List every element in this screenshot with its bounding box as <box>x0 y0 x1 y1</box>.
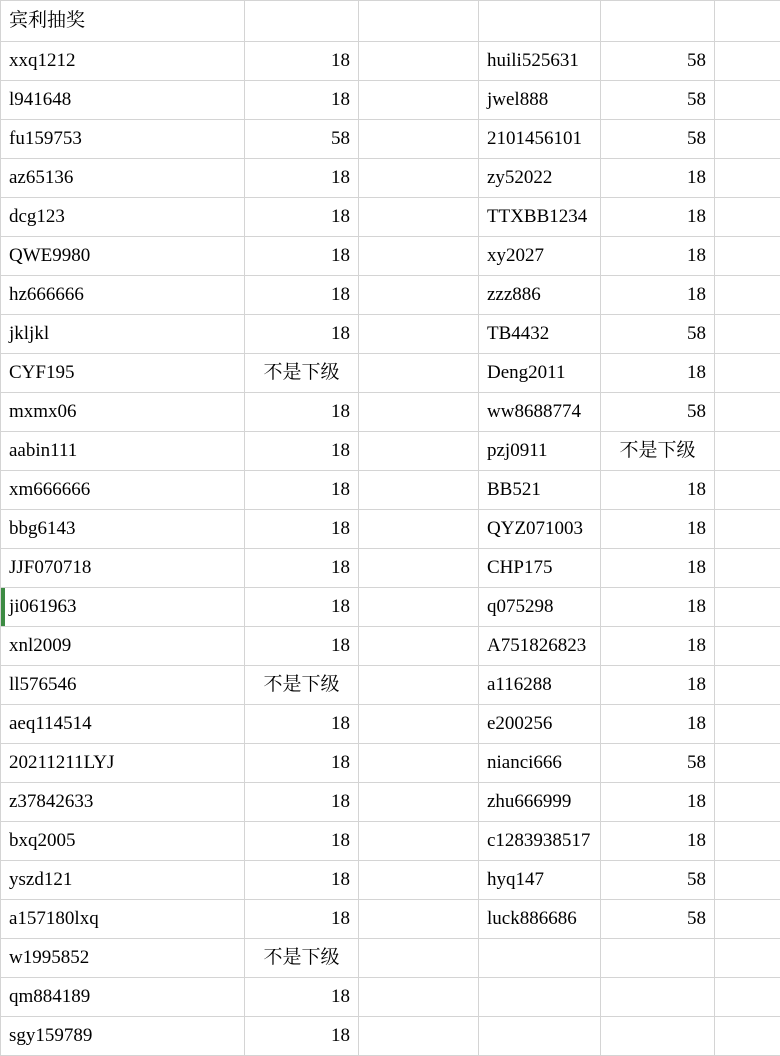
left-value-cell[interactable]: 18 <box>245 315 359 354</box>
right-name-cell[interactable] <box>479 939 601 978</box>
spacer-cell[interactable] <box>359 237 479 276</box>
left-name-cell[interactable]: w1995852 <box>1 939 245 978</box>
empty-cell[interactable] <box>715 588 780 627</box>
table-row <box>1 315 780 354</box>
left-value-cell[interactable]: 18 <box>245 705 359 744</box>
right-value-cell[interactable]: 58 <box>601 42 715 81</box>
left-name-cell[interactable]: aabin111 <box>1 432 245 471</box>
table-header-row <box>1 1 780 42</box>
table-row <box>1 666 780 705</box>
left-name-cell[interactable]: sgy159789 <box>1 1017 245 1056</box>
left-value-cell[interactable]: 18 <box>245 627 359 666</box>
left-value-cell[interactable]: 不是下级 <box>245 666 359 705</box>
right-value-cell[interactable]: 58 <box>601 900 715 939</box>
spacer-cell[interactable] <box>359 861 479 900</box>
right-value-cell[interactable]: 58 <box>601 744 715 783</box>
right-value-cell[interactable]: 18 <box>601 783 715 822</box>
spacer-cell[interactable] <box>359 471 479 510</box>
spacer-cell[interactable] <box>359 783 479 822</box>
left-value-cell[interactable]: 18 <box>245 432 359 471</box>
left-name-cell[interactable]: qm884189 <box>1 978 245 1017</box>
left-value-cell[interactable]: 18 <box>245 276 359 315</box>
right-name-cell[interactable]: TTXBB1234 <box>479 198 601 237</box>
empty-cell[interactable] <box>715 354 780 393</box>
left-name-cell[interactable]: 20211211LYJ <box>1 744 245 783</box>
right-value-cell[interactable]: 18 <box>601 549 715 588</box>
right-name-cell[interactable]: zhu666999 <box>479 783 601 822</box>
right-value-cell[interactable]: 18 <box>601 471 715 510</box>
spacer-cell[interactable] <box>359 822 479 861</box>
empty-cell[interactable] <box>715 1 780 42</box>
left-value-cell[interactable]: 18 <box>245 588 359 627</box>
spacer-cell[interactable] <box>359 354 479 393</box>
empty-cell[interactable] <box>715 237 780 276</box>
empty-cell[interactable] <box>715 276 780 315</box>
left-name-cell[interactable]: bxq2005 <box>1 822 245 861</box>
spacer-cell[interactable] <box>359 315 479 354</box>
right-name-cell[interactable] <box>479 1017 601 1056</box>
spacer-cell[interactable] <box>359 588 479 627</box>
right-name-cell[interactable]: q075298 <box>479 588 601 627</box>
spacer-cell[interactable] <box>359 627 479 666</box>
empty-cell[interactable] <box>715 432 780 471</box>
left-value-cell[interactable]: 18 <box>245 822 359 861</box>
right-name-cell[interactable]: jwel888 <box>479 81 601 120</box>
table-row <box>1 783 780 822</box>
left-name-cell[interactable]: ll576546 <box>1 666 245 705</box>
right-name-cell[interactable]: pzj0911 <box>479 432 601 471</box>
table-row <box>1 471 780 510</box>
left-name-cell[interactable]: aeq114514 <box>1 705 245 744</box>
spacer-cell[interactable] <box>359 1017 479 1056</box>
empty-cell[interactable] <box>715 159 780 198</box>
right-name-cell[interactable]: CHP175 <box>479 549 601 588</box>
spacer-cell[interactable] <box>359 276 479 315</box>
right-value-cell[interactable]: 18 <box>601 705 715 744</box>
table-row <box>1 978 780 1017</box>
table-row <box>1 744 780 783</box>
table-row <box>1 939 780 978</box>
left-value-cell[interactable]: 18 <box>245 1017 359 1056</box>
right-name-cell[interactable] <box>479 978 601 1017</box>
right-name-cell[interactable]: nianci666 <box>479 744 601 783</box>
left-value-cell[interactable]: 18 <box>245 393 359 432</box>
spacer-cell[interactable] <box>359 159 479 198</box>
spacer-cell[interactable] <box>359 900 479 939</box>
right-name-cell[interactable]: c1283938517 <box>479 822 601 861</box>
table-row <box>1 81 780 120</box>
right-value-cell[interactable]: 58 <box>601 120 715 159</box>
sheet-title: 宾利抽奖 <box>1 1 245 42</box>
right-value-cell[interactable]: 18 <box>601 237 715 276</box>
left-value-cell[interactable]: 18 <box>245 549 359 588</box>
right-value-cell[interactable]: 58 <box>601 315 715 354</box>
left-name-cell[interactable]: jkljkl <box>1 315 245 354</box>
right-value-cell[interactable]: 18 <box>601 666 715 705</box>
right-value-cell[interactable]: 18 <box>601 822 715 861</box>
table-row <box>1 159 780 198</box>
left-value-cell[interactable]: 18 <box>245 237 359 276</box>
table-row <box>1 276 780 315</box>
right-name-cell[interactable]: zzz886 <box>479 276 601 315</box>
spacer-cell[interactable] <box>359 120 479 159</box>
left-value-cell[interactable]: 不是下级 <box>245 354 359 393</box>
right-value-cell[interactable]: 18 <box>601 159 715 198</box>
table-row <box>1 861 780 900</box>
empty-cell[interactable] <box>601 1 715 42</box>
left-value-cell[interactable]: 18 <box>245 783 359 822</box>
right-name-cell[interactable]: huili525631 <box>479 42 601 81</box>
table-row <box>1 1017 780 1056</box>
table-row <box>1 822 780 861</box>
spacer-cell[interactable] <box>359 705 479 744</box>
right-value-cell[interactable] <box>601 1017 715 1056</box>
empty-cell[interactable] <box>479 1 601 42</box>
spacer-cell[interactable] <box>359 42 479 81</box>
right-value-cell[interactable]: 58 <box>601 861 715 900</box>
right-value-cell[interactable]: 58 <box>601 393 715 432</box>
left-value-cell[interactable]: 18 <box>245 510 359 549</box>
empty-cell[interactable] <box>715 783 780 822</box>
empty-cell[interactable] <box>359 1 479 42</box>
table-row <box>1 705 780 744</box>
right-value-cell[interactable] <box>601 978 715 1017</box>
empty-cell[interactable] <box>715 81 780 120</box>
table-row <box>1 588 780 627</box>
empty-cell[interactable] <box>715 549 780 588</box>
right-value-cell[interactable] <box>601 939 715 978</box>
spacer-cell[interactable] <box>359 978 479 1017</box>
spacer-cell[interactable] <box>359 81 479 120</box>
right-name-cell[interactable]: zy52022 <box>479 159 601 198</box>
left-name-cell[interactable]: JJF070718 <box>1 549 245 588</box>
left-name-cell[interactable]: xxq1212 <box>1 42 245 81</box>
right-value-cell[interactable]: 不是下级 <box>601 432 715 471</box>
empty-cell[interactable] <box>715 744 780 783</box>
left-name-cell[interactable]: CYF195 <box>1 354 245 393</box>
right-name-cell[interactable]: A751826823 <box>479 627 601 666</box>
empty-cell[interactable] <box>715 978 780 1017</box>
spacer-cell[interactable] <box>359 510 479 549</box>
left-name-cell[interactable]: mxmx06 <box>1 393 245 432</box>
left-value-cell[interactable]: 18 <box>245 198 359 237</box>
empty-cell[interactable] <box>715 822 780 861</box>
right-value-cell[interactable]: 18 <box>601 510 715 549</box>
table-row <box>1 237 780 276</box>
empty-cell[interactable] <box>715 471 780 510</box>
table-row <box>1 432 780 471</box>
table-row <box>1 42 780 81</box>
empty-cell[interactable] <box>715 627 780 666</box>
left-name-cell[interactable]: xm666666 <box>1 471 245 510</box>
left-value-cell[interactable]: 18 <box>245 861 359 900</box>
left-name-cell[interactable]: az65136 <box>1 159 245 198</box>
spacer-cell[interactable] <box>359 744 479 783</box>
spacer-cell[interactable] <box>359 939 479 978</box>
left-name-cell[interactable]: a157180lxq <box>1 900 245 939</box>
left-name-cell[interactable]: bbg6143 <box>1 510 245 549</box>
left-value-cell[interactable]: 不是下级 <box>245 939 359 978</box>
spacer-cell[interactable] <box>359 666 479 705</box>
empty-cell[interactable] <box>715 393 780 432</box>
empty-cell[interactable] <box>715 861 780 900</box>
empty-cell[interactable] <box>715 1017 780 1056</box>
table-row <box>1 198 780 237</box>
left-name-cell[interactable]: fu159753 <box>1 120 245 159</box>
empty-cell[interactable] <box>715 510 780 549</box>
left-value-cell[interactable]: 18 <box>245 471 359 510</box>
right-name-cell[interactable]: BB521 <box>479 471 601 510</box>
empty-cell[interactable] <box>715 198 780 237</box>
table-row <box>1 900 780 939</box>
left-name-cell[interactable]: hz666666 <box>1 276 245 315</box>
empty-cell[interactable] <box>245 1 359 42</box>
right-name-cell[interactable]: Deng2011 <box>479 354 601 393</box>
right-value-cell[interactable]: 58 <box>601 81 715 120</box>
empty-cell[interactable] <box>715 900 780 939</box>
left-value-cell[interactable]: 58 <box>245 120 359 159</box>
table-row <box>1 627 780 666</box>
left-name-cell[interactable]: z37842633 <box>1 783 245 822</box>
left-value-cell[interactable]: 18 <box>245 81 359 120</box>
right-value-cell[interactable]: 18 <box>601 276 715 315</box>
table-row <box>1 120 780 159</box>
left-value-cell[interactable]: 18 <box>245 159 359 198</box>
table-row <box>1 393 780 432</box>
right-name-cell[interactable]: xy2027 <box>479 237 601 276</box>
right-name-cell[interactable]: QYZ071003 <box>479 510 601 549</box>
right-name-cell[interactable]: e200256 <box>479 705 601 744</box>
right-value-cell[interactable]: 18 <box>601 588 715 627</box>
empty-cell[interactable] <box>715 705 780 744</box>
right-value-cell[interactable]: 18 <box>601 354 715 393</box>
empty-cell[interactable] <box>715 42 780 81</box>
spacer-cell[interactable] <box>359 549 479 588</box>
left-name-cell[interactable]: yszd121 <box>1 861 245 900</box>
right-value-cell[interactable]: 18 <box>601 198 715 237</box>
empty-cell[interactable] <box>715 939 780 978</box>
spacer-cell[interactable] <box>359 198 479 237</box>
spacer-cell[interactable] <box>359 393 479 432</box>
right-name-cell[interactable]: TB4432 <box>479 315 601 354</box>
table-row <box>1 510 780 549</box>
left-name-cell[interactable]: dcg123 <box>1 198 245 237</box>
left-name-cell[interactable]: xnl2009 <box>1 627 245 666</box>
right-name-cell[interactable]: ww8688774 <box>479 393 601 432</box>
right-name-cell[interactable]: 2101456101 <box>479 120 601 159</box>
table-row <box>1 354 780 393</box>
left-value-cell[interactable]: 18 <box>245 900 359 939</box>
left-value-cell[interactable]: 18 <box>245 978 359 1017</box>
left-value-cell[interactable]: 18 <box>245 744 359 783</box>
empty-cell[interactable] <box>715 120 780 159</box>
table-row <box>1 549 780 588</box>
spacer-cell[interactable] <box>359 432 479 471</box>
right-name-cell[interactable]: a116288 <box>479 666 601 705</box>
left-name-cell[interactable]: QWE9980 <box>1 237 245 276</box>
empty-cell[interactable] <box>715 315 780 354</box>
right-value-cell[interactable]: 18 <box>601 627 715 666</box>
right-name-cell[interactable]: luck886686 <box>479 900 601 939</box>
right-name-cell[interactable]: hyq147 <box>479 861 601 900</box>
left-value-cell[interactable]: 18 <box>245 42 359 81</box>
left-name-cell[interactable]: l941648 <box>1 81 245 120</box>
empty-cell[interactable] <box>715 666 780 705</box>
left-name-cell[interactable]: ji061963 <box>1 588 245 627</box>
